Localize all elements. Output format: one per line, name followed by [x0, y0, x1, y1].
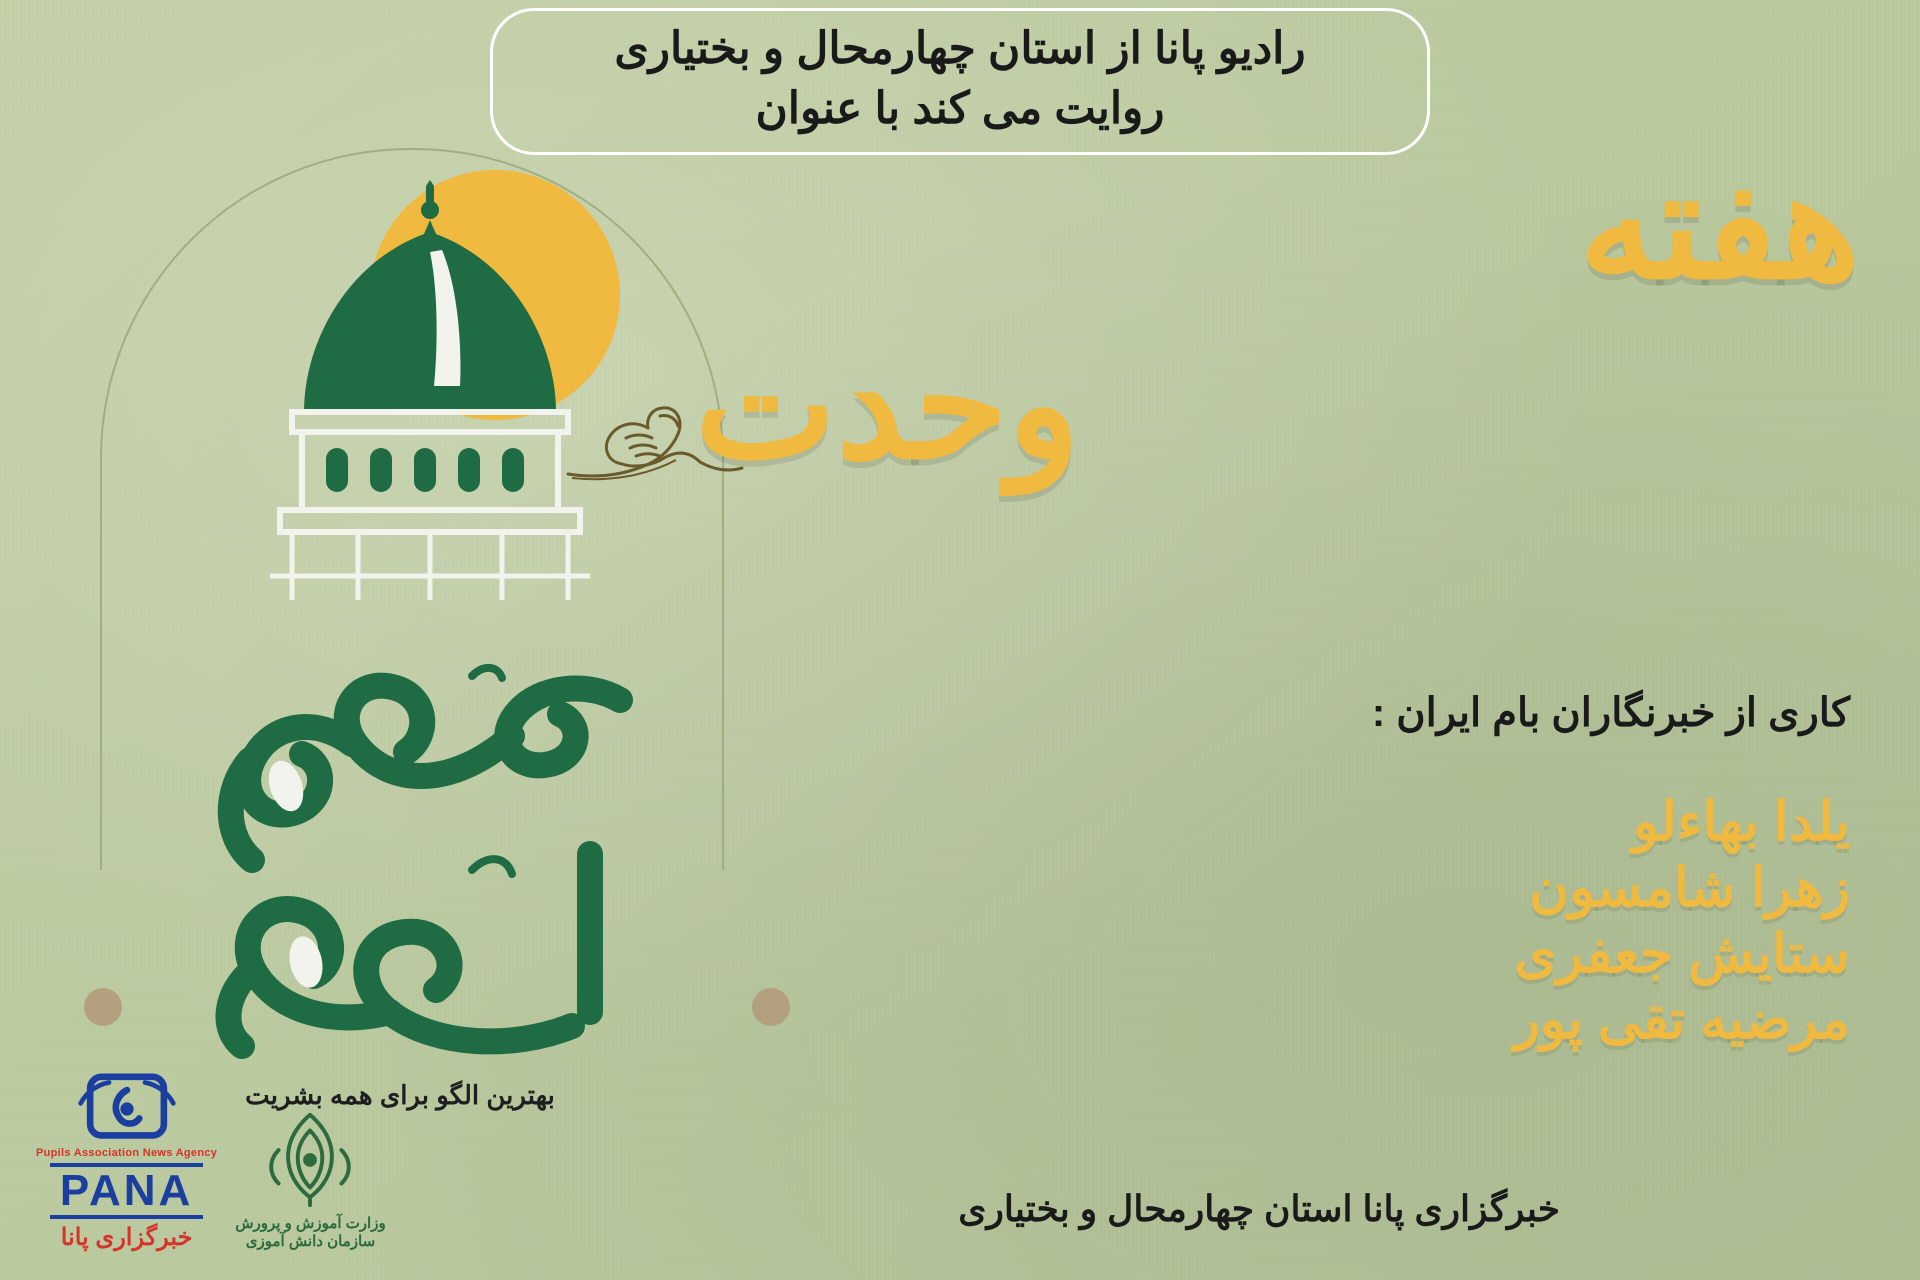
ministry-of-education-logo	[235, 1103, 386, 1253]
artwork-panel	[40, 120, 760, 1130]
footer-agency-line: خبرگزاری پانا استان چهارمحال و بختیاری	[958, 1188, 1560, 1229]
handshake-icon	[560, 390, 750, 510]
calligraphy-artwork	[120, 640, 720, 1070]
ministry-text-line-1: وزارت آموزش و پرورش	[235, 1214, 386, 1232]
pana-emblem-icon	[75, 1071, 179, 1147]
artwork-caption: بهترین الگو برای همه بشریت	[245, 1080, 555, 1110]
reporter-name: مرضیه تقی پور	[1513, 989, 1850, 1050]
reporter-name: یلدا بهاءلو	[1632, 792, 1850, 852]
pana-wordmark: PANA	[50, 1163, 203, 1219]
top-banner-line-2: روایت می کند با عنوان	[755, 84, 1165, 134]
ministry-text-line-2: سازمان دانش آموزی	[245, 1233, 376, 1251]
reporter-name: ستایش جعفری	[1514, 923, 1850, 984]
ministry-logo-text	[235, 1215, 386, 1253]
pana-persian-text: خبرگزاری پانا	[60, 1224, 193, 1251]
credits-label: کاری از خبرنگاران بام ایران :	[1371, 691, 1850, 735]
arch-bead-right	[752, 988, 790, 1026]
pana-english-text: Pupils Association News Agency	[36, 1147, 218, 1159]
arch-bead-left	[84, 988, 122, 1026]
title-word-hafte: هفته	[1579, 141, 1860, 309]
reporters-list	[1030, 790, 1850, 1054]
footer-logos	[36, 1071, 386, 1252]
pana-logo	[36, 1071, 217, 1252]
title-word-vahdat: وحدت	[694, 321, 1080, 489]
top-banner-line-1: رادیو پانا از استان چهارمحال و بختیاری	[614, 24, 1306, 73]
reporter-name: زهرا شامسون	[1529, 857, 1850, 918]
